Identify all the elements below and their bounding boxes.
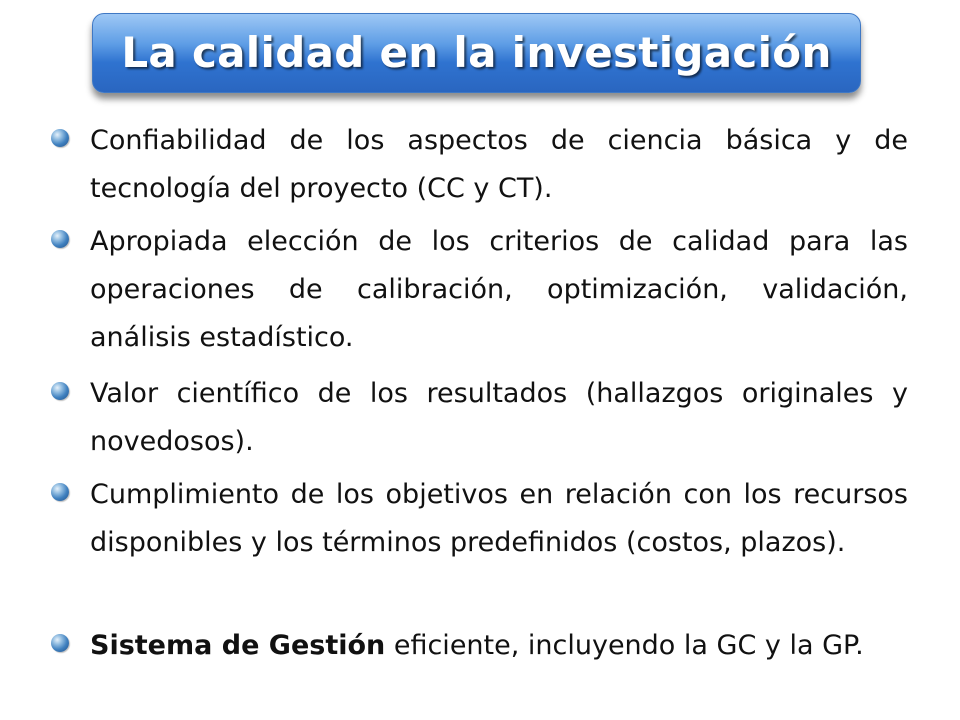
sphere-bullet-icon (51, 382, 69, 400)
bullet-bold-text: Sistema de Gestión (90, 630, 386, 661)
sphere-bullet-icon (51, 634, 69, 652)
sphere-bullet-icon (51, 230, 69, 248)
sphere-bullet-icon (51, 483, 69, 501)
slide-title: La calidad en la investigación (121, 27, 832, 77)
bullet-text: Confiabilidad de los aspectos de ciencia básica y de tecnología del proyecto (CC y CT). (90, 125, 908, 204)
bullet-rest-text: eficiente, incluyendo la GC y la GP. (385, 630, 864, 661)
bullet-text: Apropiada elección de los criterios de calidad para las operaciones de calibración, optimización, validación, análisis estadístico. (90, 226, 908, 353)
bullet-text: Cumplimiento de los objetivos en relación con los recursos disponibles y los términos predefinidos (costos, plazos). (90, 479, 908, 558)
bullet-text (90, 622, 908, 670)
bullet-text: Valor científico de los resultados (hallazgos originales y novedosos). (90, 378, 908, 457)
sphere-bullet-icon (51, 129, 69, 147)
